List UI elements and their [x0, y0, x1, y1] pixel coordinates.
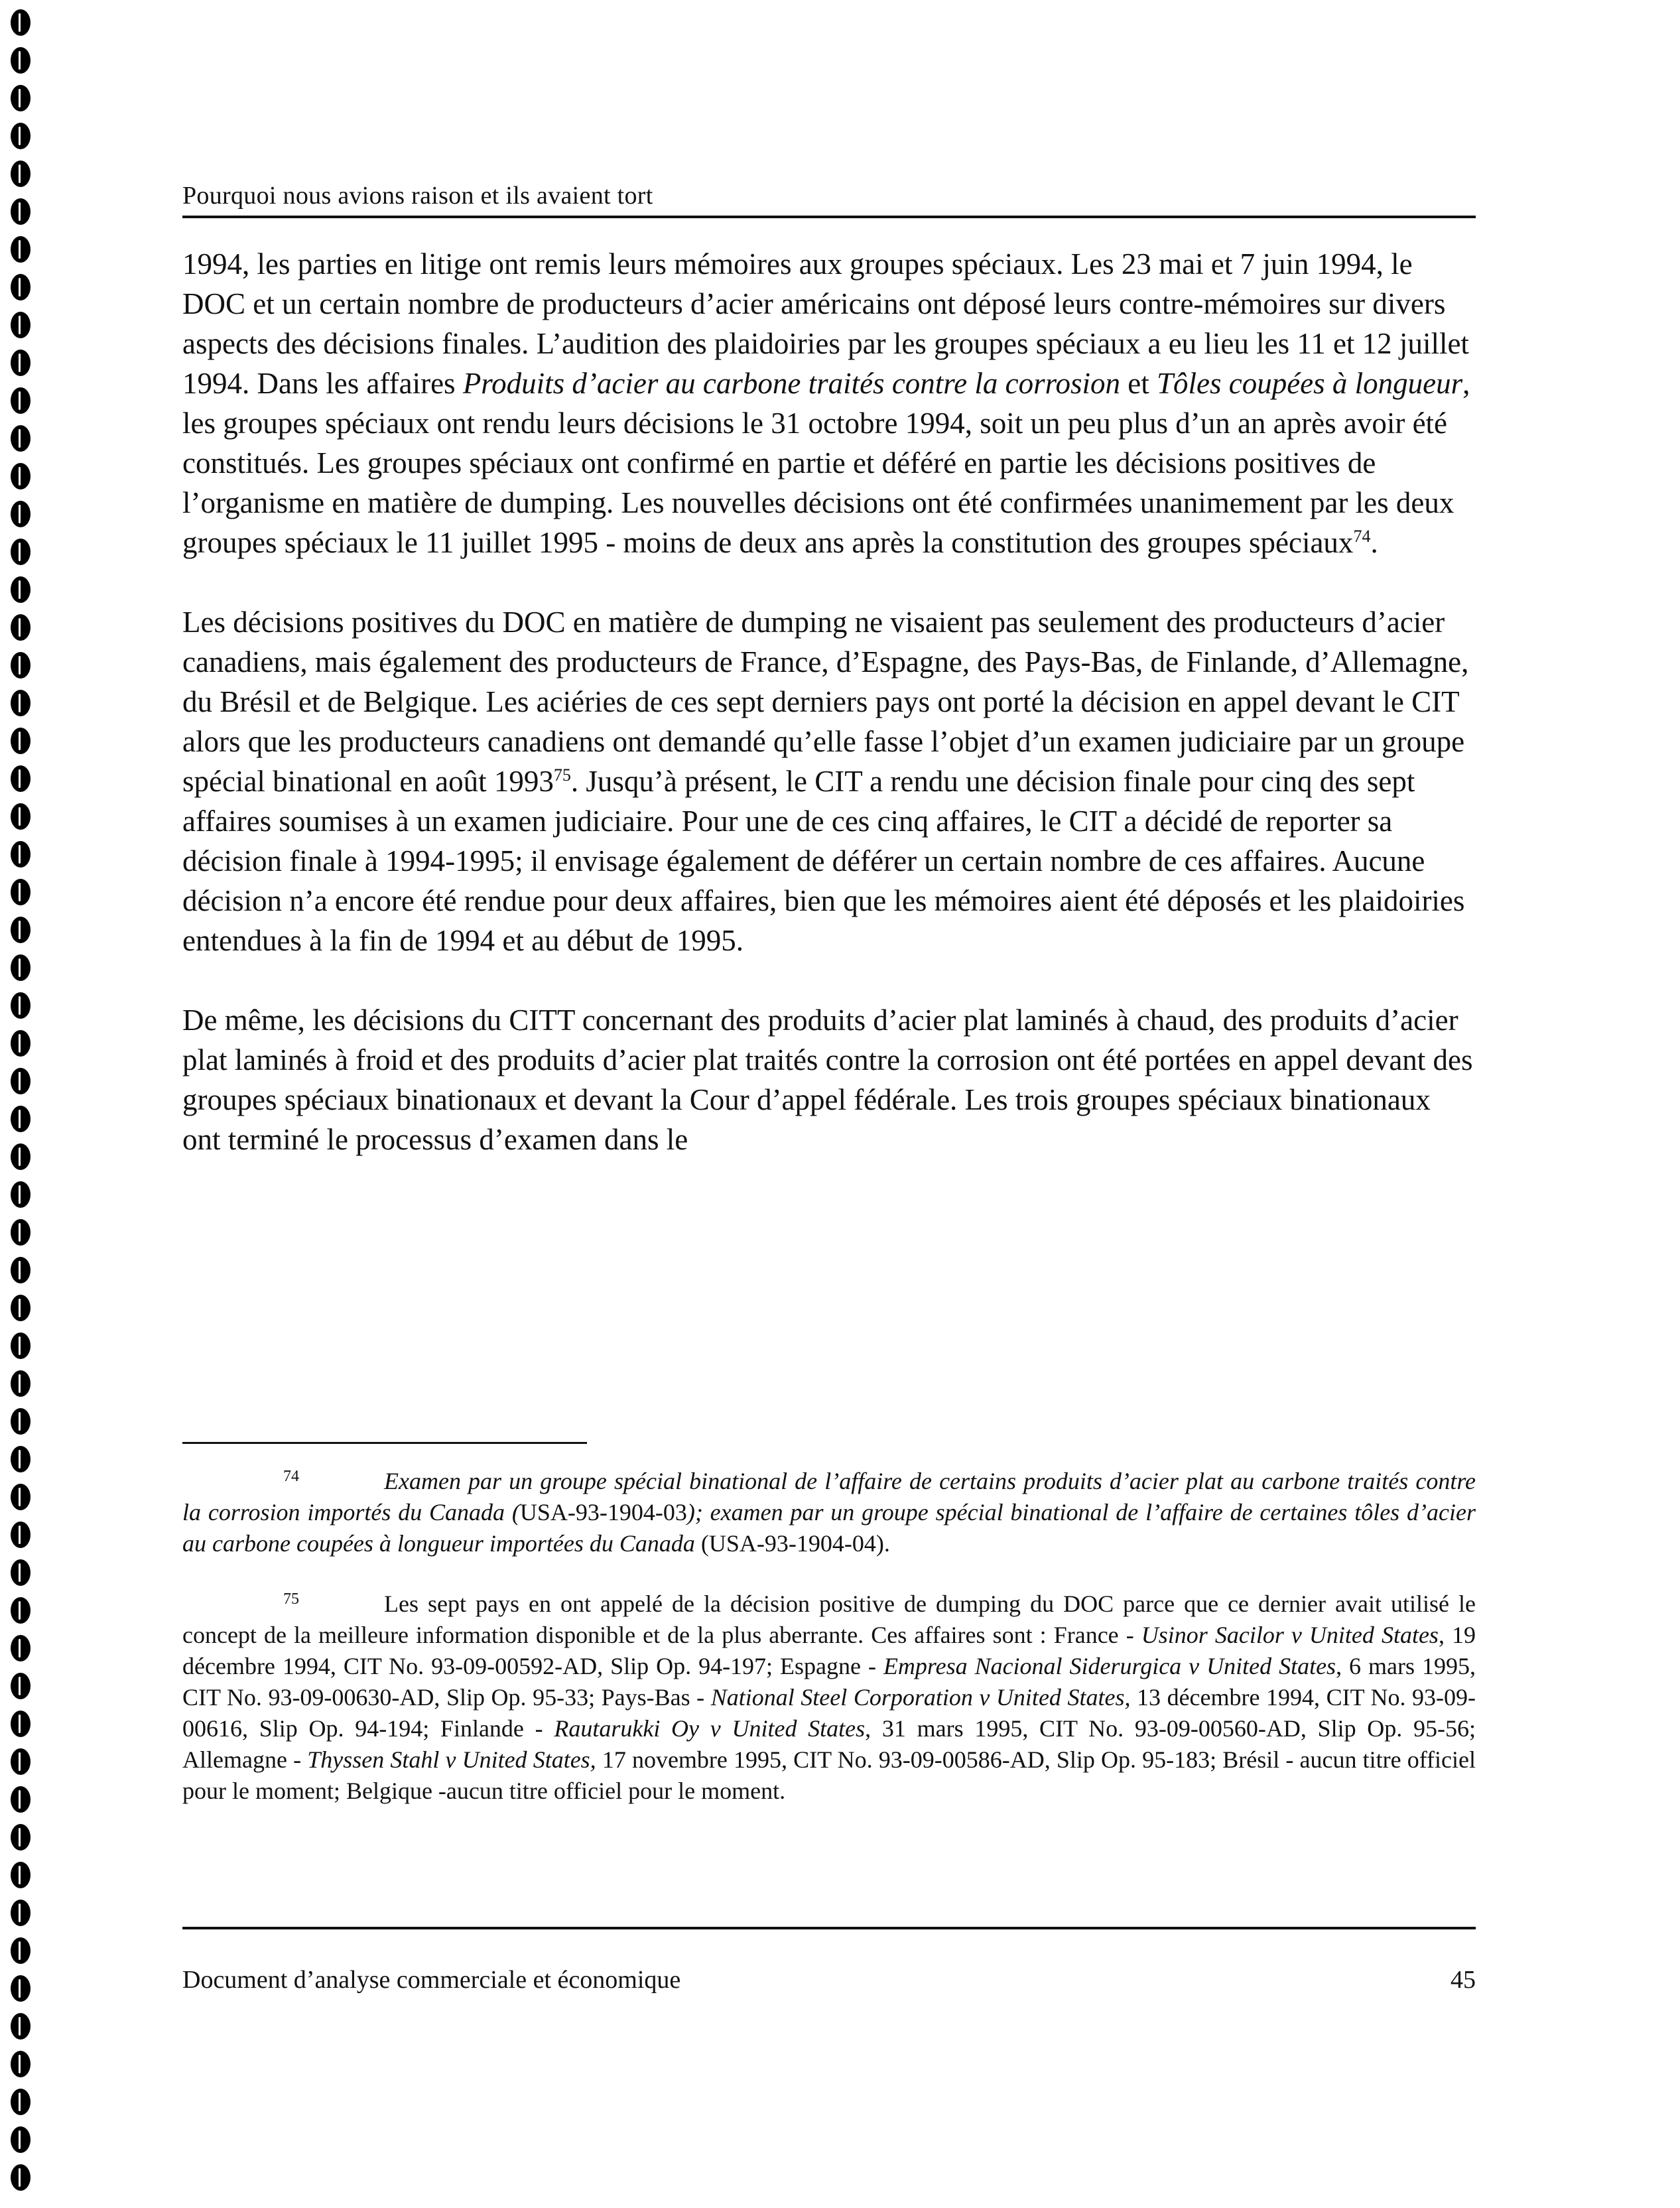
binding-hole	[11, 274, 31, 300]
binding-hole	[11, 1219, 31, 1246]
binding-hole	[11, 1862, 31, 1888]
binding-hole	[11, 85, 31, 111]
paragraph-2: Les décisions positives du DOC en matière de dumping ne visaient pas seulement des producteurs d’acier canadiens, mais également des producteurs de France, d’Espagne, des Pays-Bas, de Finlande, d’Allemagne, du Brésil et de Belgique. Les aciéries de ces sept derniers pays ont porté la décision en appel devant le CIT alors que les producteurs canadiens ont demandé qu’elle fasse l’objet d’un examen judiciaire par un groupe spécial binational en août 1993$^{75}$. Jusqu’à présent, le CIT a rendu une décision finale pour cinq des sept affaires soumises à un examen judiciaire. Pour une de ces cinq affaires, le CIT a décidé de reporter sa décision finale à 1994-1995; il envisage également de déférer un certain nombre de ces affaires. Aucune décision n’a encore été rendue pour deux affaires, bien que les mémoires aient été déposés et les plaidoiries entendues à la fin de 1994 et au début de 1995.	[182, 606, 1469, 957]
body-text	[182, 244, 1476, 1199]
paragraph-1: 1994, les parties en litige ont remis leurs mémoires aux groupes spéciaux. Les 23 mai et 7 juin 1994, le DOC et un certain nombre de producteurs d’acier américains ont déposé leurs contre-mémoires sur divers aspects des décisions finales. L’audition des plaidoiries par les groupes spéciaux a eu lieu les 11 et 12 juillet 1994. Dans les affaires Produits d’acier au carbone traités contre la corrosion et Tôles coupées à longueur, les groupes spéciaux ont rendu leurs décisions le 31 octobre 1994, soit un peu plus d’un an après avoir été constitués. Les groupes spéciaux ont confirmé en partie et déféré en partie les décisions positives de l’organisme en matière de dumping. Les nouvelles décisions ont été confirmées unanimement par les deux groupes spéciaux le 11 juillet 1995 - moins de deux ans après la constitution des groupes spéciaux$^{74}$.	[182, 247, 1470, 559]
binding-hole	[11, 425, 31, 452]
binding-hole	[11, 1522, 31, 1548]
binding-hole	[11, 1446, 31, 1472]
binding-hole	[11, 1068, 31, 1094]
binding-hole	[11, 539, 31, 565]
page-number: 45	[1451, 1966, 1476, 1994]
binding-hole	[11, 1143, 31, 1170]
binding-hole	[11, 2164, 31, 2191]
binding-hole	[11, 1937, 31, 1964]
binding-hole	[11, 728, 31, 754]
binding-hole	[11, 1332, 31, 1359]
paragraph-3: De même, les décisions du CITT concernant des produits d’acier plat laminés à chaud, des produits d’acier plat laminés à froid et des produits d’acier plat traités contre la corrosion ont été portées en appel devant des groupes spéciaux binationaux et devant la Cour d’appel fédérale. Les trois groupes spéciaux binationaux ont terminé le processus d’examen dans le	[182, 1004, 1473, 1156]
footnote-ref-75: 75	[553, 765, 571, 785]
binding-hole	[11, 879, 31, 905]
binding-hole	[11, 198, 31, 225]
binding-hole	[11, 47, 31, 74]
binding-hole	[11, 1370, 31, 1397]
footnotes	[182, 1466, 1476, 1836]
binding-hole	[11, 1824, 31, 1851]
binding-hole	[11, 1559, 31, 1586]
binding-hole	[11, 614, 31, 641]
running-header: Pourquoi nous avions raison et ils avaient tort	[182, 182, 653, 210]
binding-hole	[11, 765, 31, 792]
binding-hole	[11, 576, 31, 603]
binding-hole	[11, 9, 31, 36]
binding-hole	[11, 2089, 31, 2115]
case-title-toles: Tôles coupées à longueur	[1156, 367, 1463, 400]
binding-hole	[11, 917, 31, 943]
binding-hole	[11, 690, 31, 716]
header-rule	[182, 216, 1476, 218]
binding-hole	[11, 1257, 31, 1283]
binding-hole	[11, 501, 31, 527]
binding-holes	[11, 9, 33, 2198]
binding-hole	[11, 2013, 31, 2040]
binding-hole	[11, 1408, 31, 1435]
binding-hole	[11, 387, 31, 414]
footnote-74: 74 Examen par un groupe spécial binational de l’affaire de certains produits d’acier plat au carbone traités contre la corrosion importés du Canada (USA-93-1904-03); examen par un groupe spécial binational de l’affaire de certaines tôles d’acier au carbone coupées à longueur importées du Canada (USA-93-1904-04).	[182, 1468, 1476, 1557]
binding-hole	[11, 652, 31, 679]
binding-hole	[11, 2051, 31, 2077]
binding-hole	[11, 1597, 31, 1624]
binding-hole	[11, 1030, 31, 1057]
binding-hole	[11, 992, 31, 1019]
binding-hole	[11, 123, 31, 149]
binding-hole	[11, 1635, 31, 1661]
binding-hole	[11, 1106, 31, 1132]
binding-hole	[11, 841, 31, 868]
case-title-corrosion: Produits d’acier au carbone traités contre la corrosion	[462, 367, 1120, 400]
binding-hole	[11, 1975, 31, 2002]
binding-hole	[11, 1748, 31, 1775]
binding-hole	[11, 1295, 31, 1321]
binding-hole	[11, 1673, 31, 1699]
binding-hole	[11, 463, 31, 489]
footer-rule	[182, 1927, 1476, 1929]
binding-hole	[11, 1711, 31, 1737]
binding-hole	[11, 161, 31, 187]
binding-hole	[11, 312, 31, 338]
binding-hole	[11, 350, 31, 376]
binding-hole	[11, 803, 31, 830]
footer-publication: Document d’analyse commerciale et économique	[182, 1966, 681, 1994]
footnote-rule	[182, 1442, 587, 1444]
footnote-ref-74: 74	[1353, 527, 1371, 546]
binding-hole	[11, 954, 31, 981]
binding-hole	[11, 236, 31, 263]
binding-hole	[11, 1786, 31, 1813]
binding-hole	[11, 2126, 31, 2153]
footnote-75: 75 Les sept pays en ont appelé de la décision positive de dumping du DOC parce que ce dernier avait utilisé le concept de la meilleure information disponible et de la plus aberrante. Ces affaires sont : France - Usinor Sacilor v United States, 19 décembre 1994, CIT No. 93-09-00592-AD, Slip Op. 94-197; Espagne - Empresa Nacional Siderurgica v United States, 6 mars 1995, CIT No. 93-09-00630-AD, Slip Op. 95-33; Pays-Bas - National Steel Corporation v United States, 13 décembre 1994, CIT No. 93-09-00616, Slip Op. 94-194; Finlande - Rautarukki Oy v United States, 31 mars 1995, CIT No. 93-09-00560-AD, Slip Op. 95-56; Allemagne - Thyssen Stahl v United States, 17 novembre 1995, CIT No. 93-09-00586-AD, Slip Op. 95-183; Brésil - aucun titre officiel pour le moment; Belgique -aucun titre officiel pour le moment.	[182, 1591, 1476, 1804]
binding-hole	[11, 1900, 31, 1926]
binding-hole	[11, 1181, 31, 1208]
binding-hole	[11, 1484, 31, 1510]
